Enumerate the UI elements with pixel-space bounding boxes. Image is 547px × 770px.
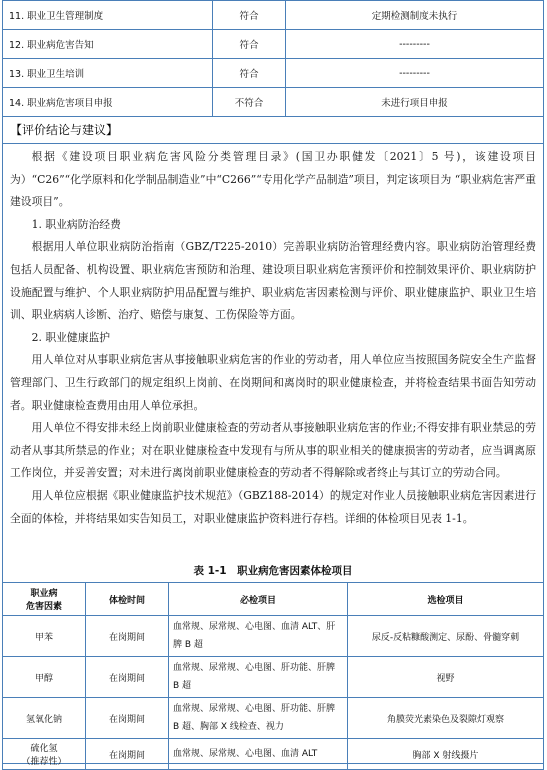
factor-cell: 甲苯 (3, 616, 86, 657)
note-cell: 定期检测制度未执行 (286, 1, 544, 30)
optional-cell: 胸部 X 射线摄片 (348, 739, 544, 770)
note-cell: 未进行项目申报 (286, 88, 544, 117)
table-row (3, 59, 544, 88)
paragraph: 用人单位应根据《职业健康监护技术规范》（GBZ188-2014）的规定对作业人员接触职业病危害因素进行全面的体检，并将结果如实告知员工，对职业健康监护资料进行存档。详细的体检项目见表 1-1。 (10, 488, 536, 525)
table-row (3, 30, 544, 59)
table-row (3, 739, 544, 770)
section-title: 【评价结论与建议】 (2, 118, 544, 144)
table-row (3, 698, 544, 739)
table-title: 表 1-1 职业病危害因素体检项目 (193, 565, 353, 577)
factor-cell: 甲醇 (3, 657, 86, 698)
note-cell: --------- (286, 30, 544, 59)
header-required: 必检项目 (169, 583, 348, 616)
required-cell: 血常规、尿常规、心电图、血清 ALT (169, 739, 348, 770)
table-row (3, 657, 544, 698)
time-cell: 在岗期间 (86, 616, 169, 657)
optional-cell: 尿反-反粘糠酸测定、尿酚、骨髓穿刺 (348, 616, 544, 657)
paragraph: 用人单位不得安排未经上岗前职业健康检查的劳动者从事接触职业病危害的作业;不得安排有职业禁忌的劳动者从事其所禁忌的作业；对在职业健康检查中发现有与所从事的职业相关的健康损害的劳动者，应当调离原工作岗位，并妥善安置；对未进行离岗前职业健康检查的劳动者不得解除或者终止与其订立的劳动合同。 (10, 421, 536, 480)
table-row (3, 88, 544, 117)
conclusion-body (2, 146, 544, 530)
time-cell: 在岗期间 (86, 739, 169, 770)
factor-cell: 氢氧化钠 (3, 698, 86, 739)
status-cell: 符合 (213, 30, 286, 59)
paragraph: 根据《建设项目职业病危害风险分类管理目录》(国卫办职健发〔2021〕5 号)，该建设项目为）“C26”“化学原料和化学制品制造业”中“C266”“专用化学产品制造”项目，判定该项目为 “职业病危害严重建设项目”。 (10, 150, 536, 209)
optional-cell: 角膜荧光素染色及裂隙灯观察 (348, 698, 544, 739)
subheading: 2. 职业健康监护 (31, 330, 111, 344)
optional-cell: 视野 (348, 657, 544, 698)
subheading: 1. 职业病防治经费 (31, 217, 121, 231)
required-cell: 血常规、尿常规、心电图、肝功能、肝脾 B 超、胸部 X 线检查、视力 (169, 698, 348, 739)
paragraph: 根据用人单位职业病防治指南（GBZ/T225-2010）完善职业病防治管理经费内容。职业病防治管理经费包括人员配备、机构设置、职业病危害预防和治理、建设项目职业病危害预评价和控制效果评价、职业病防护设施配置与维护、个人职业病防护用品配置与维护、职业病危害因素检测与评价、职业健康监护、职业卫生培训、职业病病人诊断、治疗、赔偿与康复、工伤保险等方面。 (10, 240, 536, 322)
table-row (3, 616, 544, 657)
item-cell: 12. 职业病危害告知 (3, 30, 213, 59)
item-cell: 11. 职业卫生管理制度 (3, 1, 213, 30)
table-row (3, 1, 544, 30)
status-cell: 符合 (213, 59, 286, 88)
header-time: 体检时间 (86, 583, 169, 616)
table-header-row (3, 583, 544, 616)
required-cell: 血常规、尿常规、心电图、肝功能、肝脾 B 超 (169, 657, 348, 698)
item-cell: 13. 职业卫生培训 (3, 59, 213, 88)
header-optional: 选检项目 (348, 583, 544, 616)
note-cell: --------- (286, 59, 544, 88)
compliance-table (2, 0, 544, 117)
header-factor: 职业病 危害因素 (3, 583, 86, 616)
required-cell: 血常规、尿常规、心电图、血清 ALT、肝脾 B 超 (169, 616, 348, 657)
item-cell: 14. 职业病危害项目申报 (3, 88, 213, 117)
exam-items-table (2, 582, 544, 770)
status-cell: 符合 (213, 1, 286, 30)
time-cell: 在岗期间 (86, 698, 169, 739)
time-cell: 在岗期间 (86, 657, 169, 698)
factor-cell: 硫化氢 （推荐性） (3, 739, 86, 770)
status-cell: 不符合 (213, 88, 286, 117)
paragraph: 用人单位对从事职业病危害从事接触职业病危害的作业的劳动者，用人单位应当按照国务院安全生产监督管理部门、卫生行政部门的规定组织上岗前、在岗期间和离岗时的职业健康检查，并将检查结果书面告知劳动者。职业健康检查费用由用人单位承担。 (10, 353, 536, 412)
